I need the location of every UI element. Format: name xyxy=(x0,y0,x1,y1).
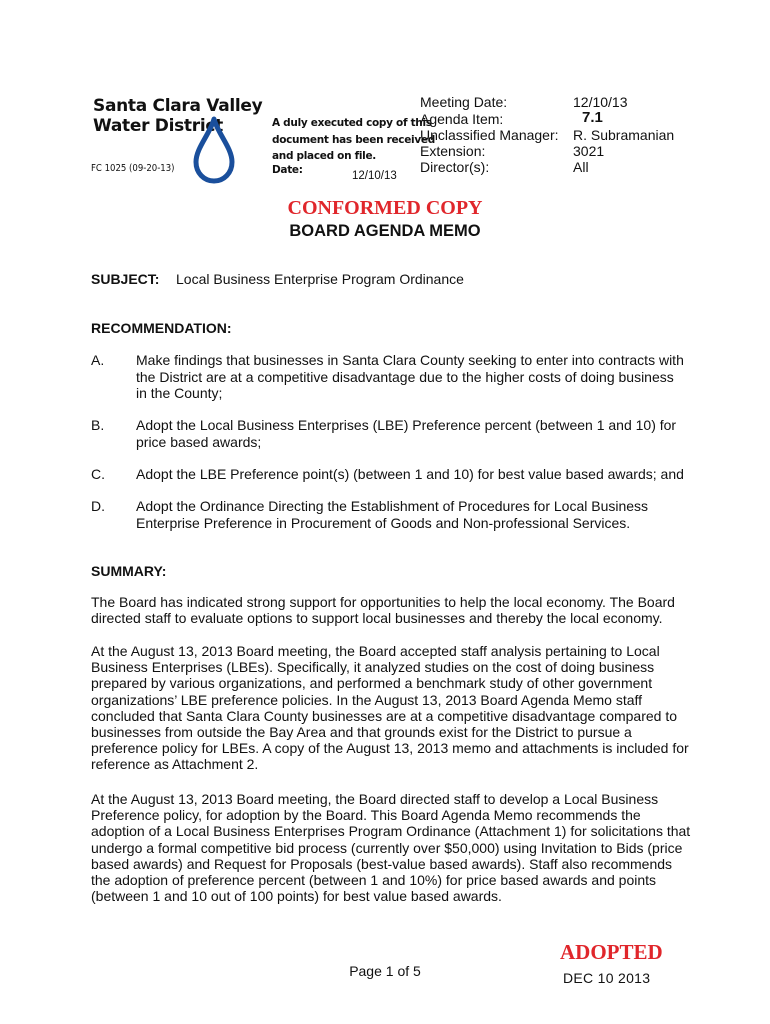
rec-text-b: Adopt the Local Business Enterprises (LBE) Preference percent (between 1 and 10) for price based awards; xyxy=(136,417,677,450)
directors-value: All xyxy=(573,159,589,175)
stamp-line-3: and placed on file. xyxy=(272,150,376,162)
rec-letter-d: D. xyxy=(91,498,105,514)
manager-label: Unclassified Manager: xyxy=(420,127,559,143)
stamp-date-value: 12/10/13 xyxy=(352,170,397,182)
summary-paragraph-1: The Board has indicated strong support for opportunities to help the local economy. The Board directed staff to evaluate options to support local businesses and thereby the local economy. xyxy=(91,594,675,627)
recommendation-heading: RECOMMENDATION: xyxy=(91,320,232,336)
rec-letter-c: C. xyxy=(91,466,105,482)
rec-letter-a: A. xyxy=(91,352,105,368)
stamp-date-label: Date: xyxy=(272,164,303,176)
manager-value: R. Subramanian xyxy=(573,127,675,143)
stamp-line-1: A duly executed copy of this xyxy=(272,117,432,129)
agenda-item-value: 7.1 xyxy=(582,109,603,126)
rec-text-a: Make findings that businesses in Santa Clara County seeking to enter into contracts with the District are at a competitive disadvantage due to the higher costs of doing business in the County; xyxy=(136,352,684,401)
directors-label: Director(s): xyxy=(420,159,490,175)
adopted-stamp: ADOPTED xyxy=(560,940,663,964)
page-number: Page 1 of 5 xyxy=(349,963,421,979)
summary-paragraph-2: At the August 13, 2013 Board meeting, the Board accepted staff analysis pertaining to Local Business Enterprises (LBEs). Specifically, it analyzed studies on the cost of doing business prepared by various organizations, and performed a benchmark study of other government organizations’ LBE preference policies. In the August 13, 2013 Board Agenda Memo staff concluded that Santa Clara County businesses are at a competitive disadvantage compared to businesses from outside the Bay Area and that grounds exist for the District to pursue a preference policy for LBEs. A copy of the August 13, 2013 memo and attachments is included for reference as Attachment 2. xyxy=(91,643,689,773)
summary-heading: SUMMARY: xyxy=(91,563,167,579)
rec-text-c: Adopt the LBE Preference point(s) (between 1 and 10) for best value based awards; and xyxy=(136,466,684,482)
water-drop-icon xyxy=(192,116,236,184)
logo-line-1: Santa Clara Valley xyxy=(93,96,263,116)
meeting-date-label: Meeting Date: xyxy=(420,94,508,110)
memo-title: BOARD AGENDA MEMO xyxy=(289,222,481,240)
rec-text-d: Adopt the Ordinance Directing the Establishment of Procedures for Local Business Enterprise Preference in Procurement of Goods and Non-professional Services. xyxy=(136,498,649,531)
summary-paragraph-3: At the August 13, 2013 Board meeting, the Board directed staff to develop a Local Business Preference policy, for adoption by the Board. This Board Agenda Memo recommends the adoption of a Local Business Enterprises Program Ordinance (Attachment 1) for solicitations that undergo a formal competitive bid process (currently over $50,000) using Invitation to Bids (price based awards) and Request for Proposals (best-value based awards). Staff also recommends the adoption of preference percent (between 1 and 10%) for price based awards and points (between 1 and 10 out of 100 points) for best value based awards. xyxy=(91,791,691,905)
stamp-line-2: document has been received xyxy=(272,134,435,146)
extension-value: 3021 xyxy=(573,143,605,159)
form-code: FC 1025 (09-20-13) xyxy=(91,163,175,174)
meeting-date-value: 12/10/13 xyxy=(573,94,628,110)
subject-value: Local Business Enterprise Program Ordinance xyxy=(176,271,464,287)
extension-label: Extension: xyxy=(420,143,486,159)
rec-letter-b: B. xyxy=(91,417,105,433)
conformed-copy-stamp: CONFORMED COPY xyxy=(287,197,483,219)
subject-label: SUBJECT: xyxy=(91,271,160,287)
agenda-item-label: Agenda Item: xyxy=(420,111,504,127)
adopted-date: DEC 10 2013 xyxy=(563,970,651,986)
logo-line-2: Water District xyxy=(93,116,223,136)
